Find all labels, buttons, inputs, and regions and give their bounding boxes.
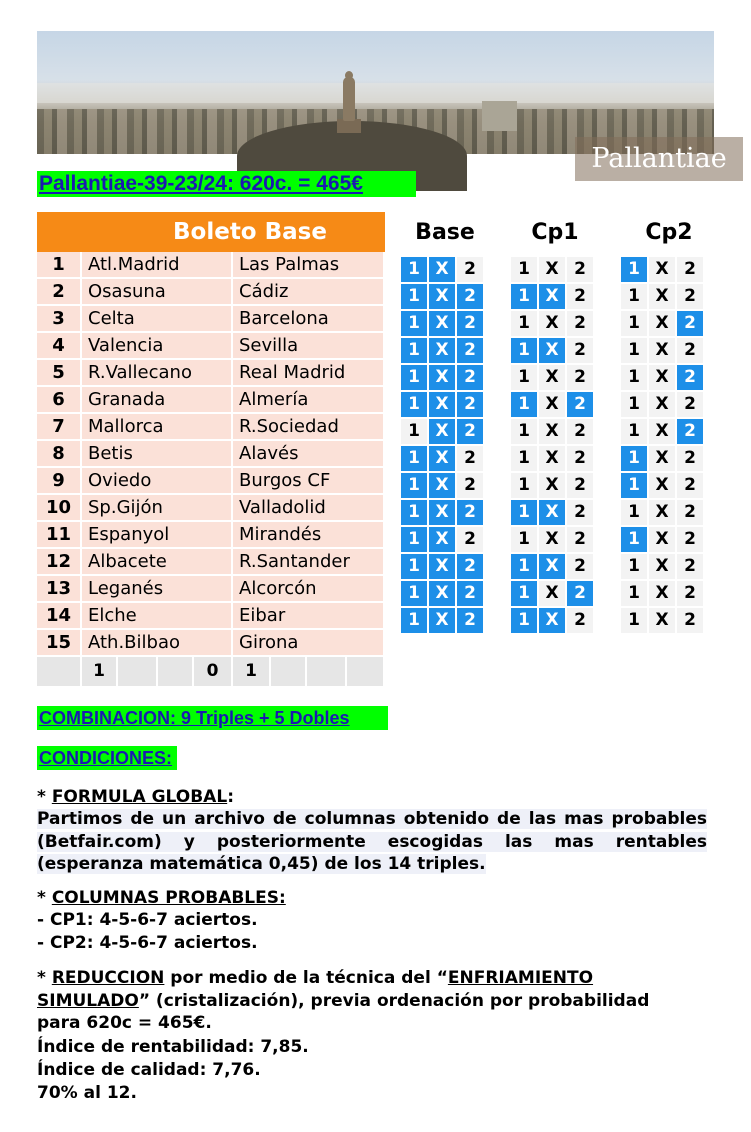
sign-cell: 2 <box>457 284 483 309</box>
sign-cell: X <box>429 608 455 633</box>
away-team: Mirandés <box>233 522 385 549</box>
sign-cell: 1 <box>621 446 647 471</box>
sign-cell: X <box>429 473 455 498</box>
sign-cell: X <box>429 527 455 552</box>
sign-cell: 2 <box>457 554 483 579</box>
home-team: Mallorca <box>82 414 233 441</box>
match-number: 7 <box>37 414 82 441</box>
condiciones-heading[interactable]: CONDICIONES: <box>37 746 177 770</box>
sign-cell: 2 <box>457 338 483 363</box>
sign-cell: 1 <box>621 338 647 363</box>
sign-cell: 2 <box>677 581 703 606</box>
sign-cell: 1 <box>511 284 537 309</box>
sign-cell: 2 <box>677 608 703 633</box>
sign-cell: X <box>649 527 675 552</box>
sign-cell: X <box>429 365 455 390</box>
summary-cell: 1 <box>82 657 118 688</box>
sign-cell: 2 <box>567 311 593 336</box>
enfriamiento-simulado-label: ENFRIAMIENTO SIMULADO <box>37 968 594 1011</box>
sign-cell: 2 <box>567 608 593 633</box>
summary-cell: 1 <box>233 657 271 688</box>
sign-cell: X <box>649 392 675 417</box>
sign-cell: 1 <box>401 338 427 363</box>
sign-cell: X <box>649 581 675 606</box>
sign-cell: 1 <box>511 365 537 390</box>
sign-cell: 2 <box>677 257 703 282</box>
sign-cell: 1 <box>511 473 537 498</box>
home-team: Espanyol <box>82 522 233 549</box>
home-team: Ath.Bilbao <box>82 630 233 657</box>
sign-cell: 2 <box>457 365 483 390</box>
away-team: Alavés <box>233 441 385 468</box>
sign-cell: 2 <box>457 257 483 282</box>
match-number: 1 <box>37 252 82 279</box>
pallantiae-logo: Pallantiae <box>575 137 743 181</box>
away-team: Eibar <box>233 603 385 630</box>
sign-cell: 2 <box>677 554 703 579</box>
formula-text: Partimos de un archivo de columnas obtenido de las mas probables (Betfair.com) y posteriormente escogidas las mas rentables (esperanza matemática 0,45) de los 14 triples. <box>37 809 707 874</box>
sign-cell: 2 <box>457 527 483 552</box>
sign-cell: 2 <box>677 500 703 525</box>
sign-cell: X <box>539 527 565 552</box>
sign-cell: 2 <box>457 311 483 336</box>
home-team: Osasuna <box>82 279 233 306</box>
column-grid-base <box>400 256 484 634</box>
sign-cell: 2 <box>677 392 703 417</box>
sign-cell: X <box>539 311 565 336</box>
summary-cell <box>271 657 307 688</box>
sign-cell: 1 <box>401 311 427 336</box>
sign-cell: 2 <box>457 392 483 417</box>
summary-row <box>37 657 385 688</box>
away-team: Las Palmas <box>233 252 385 279</box>
home-team: Elche <box>82 603 233 630</box>
probables-line-2: - CP2: 4-5-6-7 aciertos. <box>37 933 258 953</box>
sign-cell: 1 <box>621 284 647 309</box>
sign-cell: 2 <box>457 446 483 471</box>
sign-cell: X <box>539 473 565 498</box>
home-team: Albacete <box>82 549 233 576</box>
sign-cell: 2 <box>567 527 593 552</box>
header-banner-image <box>37 31 727 174</box>
away-team: Real Madrid <box>233 360 385 387</box>
reduccion-line-rentabilidad: Índice de rentabilidad: 7,85. <box>37 1037 309 1057</box>
sign-cell: X <box>429 338 455 363</box>
home-team: Granada <box>82 387 233 414</box>
sign-cell: 1 <box>621 527 647 552</box>
match-number: 6 <box>37 387 82 414</box>
sign-cell: X <box>649 257 675 282</box>
sign-cell: 1 <box>401 392 427 417</box>
sign-cell: X <box>539 554 565 579</box>
sign-cell: 1 <box>401 581 427 606</box>
sign-cell: X <box>649 284 675 309</box>
probables-line-1: - CP1: 4-5-6-7 aciertos. <box>37 910 258 930</box>
away-team: R.Sociedad <box>233 414 385 441</box>
column-header-base: Base <box>415 220 475 245</box>
match-number: 4 <box>37 333 82 360</box>
sign-cell: 1 <box>511 500 537 525</box>
sign-cell: X <box>649 473 675 498</box>
sign-cell: 2 <box>677 311 703 336</box>
sign-cell: X <box>429 446 455 471</box>
sign-cell: X <box>429 500 455 525</box>
sign-cell: X <box>429 257 455 282</box>
sign-cell: 1 <box>401 554 427 579</box>
sign-cell: 1 <box>621 500 647 525</box>
sign-cell: 1 <box>621 554 647 579</box>
sign-cell: 2 <box>567 446 593 471</box>
sign-cell: 1 <box>511 581 537 606</box>
sign-cell: 1 <box>511 527 537 552</box>
match-number: 14 <box>37 603 82 630</box>
sign-cell: X <box>649 419 675 444</box>
sign-cell: 1 <box>511 446 537 471</box>
home-team: R.Vallecano <box>82 360 233 387</box>
sign-cell: 2 <box>567 284 593 309</box>
reduccion-line-percent: 70% al 12. <box>37 1083 137 1103</box>
home-team: Oviedo <box>82 468 233 495</box>
sign-cell: X <box>649 446 675 471</box>
sign-cell: 1 <box>621 392 647 417</box>
sign-cell: 2 <box>677 527 703 552</box>
sign-cell: X <box>539 446 565 471</box>
sign-cell: 2 <box>567 365 593 390</box>
sign-cell: 2 <box>567 257 593 282</box>
reduccion-text: * REDUCCION por medio de la técnica del “ENFRIAMIENTO SIMULADO” (cristalización), previa ordenación por probabilidad para 620c = 465€. <box>37 968 650 1033</box>
sign-cell: 1 <box>401 257 427 282</box>
sign-cell: X <box>429 284 455 309</box>
home-team: Valencia <box>82 333 233 360</box>
summary-cell: 0 <box>194 657 233 688</box>
sign-cell: X <box>429 581 455 606</box>
sign-cell: 1 <box>511 257 537 282</box>
sign-cell: 1 <box>401 419 427 444</box>
sign-cell: 1 <box>621 257 647 282</box>
matches-table <box>37 252 385 688</box>
sign-cell: 2 <box>677 365 703 390</box>
statue-figure <box>343 77 355 121</box>
column-header-cp1: Cp1 <box>531 220 579 245</box>
sign-cell: 1 <box>621 581 647 606</box>
summary-cell <box>118 657 158 688</box>
sign-cell: 1 <box>511 392 537 417</box>
away-team: Alcorcón <box>233 576 385 603</box>
sign-cell: 1 <box>401 365 427 390</box>
column-grid-cp1 <box>510 256 594 634</box>
home-team: Leganés <box>82 576 233 603</box>
column-header-cp2: Cp2 <box>645 220 693 245</box>
match-number: 12 <box>37 549 82 576</box>
sign-cell: 2 <box>677 284 703 309</box>
sign-cell: X <box>429 392 455 417</box>
summary-cell <box>37 657 82 688</box>
summary-cell <box>347 657 385 688</box>
sign-cell: 1 <box>621 473 647 498</box>
summary-cell <box>307 657 347 688</box>
sign-cell: 1 <box>401 527 427 552</box>
match-number: 10 <box>37 495 82 522</box>
sign-cell: X <box>429 419 455 444</box>
sign-cell: X <box>539 365 565 390</box>
boleto-base-header: Boleto Base <box>37 212 385 252</box>
sign-cell: X <box>649 338 675 363</box>
page-title[interactable]: Pallantiae-39-23/24: 620c. = 465€ <box>37 171 416 197</box>
sign-cell: 1 <box>401 284 427 309</box>
sign-cell: 1 <box>511 554 537 579</box>
sign-cell: 2 <box>677 419 703 444</box>
sign-cell: 2 <box>567 473 593 498</box>
sign-cell: 2 <box>567 500 593 525</box>
away-team: Barcelona <box>233 306 385 333</box>
sign-cell: X <box>539 338 565 363</box>
formula-label-line: * FORMULA GLOBAL: <box>37 787 234 807</box>
sign-cell: X <box>539 257 565 282</box>
sign-cell: 1 <box>401 473 427 498</box>
away-team: Cádiz <box>233 279 385 306</box>
sign-cell: 2 <box>677 338 703 363</box>
sign-cell: 1 <box>511 311 537 336</box>
sign-cell: 1 <box>621 365 647 390</box>
home-team: Celta <box>82 306 233 333</box>
sign-cell: X <box>649 365 675 390</box>
sign-cell: X <box>539 419 565 444</box>
sign-cell: 2 <box>457 581 483 606</box>
sign-cell: X <box>539 581 565 606</box>
combinacion-heading[interactable]: COMBINACION: 9 Triples + 5 Dobles <box>37 706 388 730</box>
sign-cell: X <box>539 608 565 633</box>
away-team: Girona <box>233 630 385 657</box>
match-number: 15 <box>37 630 82 657</box>
sign-cell: 2 <box>567 581 593 606</box>
match-number: 9 <box>37 468 82 495</box>
away-team: Burgos CF <box>233 468 385 495</box>
away-team: Valladolid <box>233 495 385 522</box>
probables-label: COLUMNAS PROBABLES: <box>51 888 286 908</box>
reduccion-label: REDUCCION <box>51 968 165 988</box>
reduccion-line-calidad: Índice de calidad: 7,76. <box>37 1060 261 1080</box>
sign-cell: 2 <box>677 446 703 471</box>
sign-cell: 1 <box>511 419 537 444</box>
sign-cell: 2 <box>457 419 483 444</box>
sign-cell: X <box>539 500 565 525</box>
match-number: 13 <box>37 576 82 603</box>
sign-cell: 1 <box>621 311 647 336</box>
away-team: R.Santander <box>233 549 385 576</box>
home-team: Sp.Gijón <box>82 495 233 522</box>
sign-cell: 1 <box>401 500 427 525</box>
formula-label: FORMULA GLOBAL <box>51 787 228 807</box>
sign-cell: 1 <box>511 338 537 363</box>
sign-cell: X <box>429 311 455 336</box>
sign-cell: 1 <box>401 608 427 633</box>
sign-cell: 2 <box>457 473 483 498</box>
sign-cell: 1 <box>621 608 647 633</box>
sign-cell: 1 <box>621 419 647 444</box>
summary-cell <box>158 657 194 688</box>
sign-cell: 2 <box>567 419 593 444</box>
sign-cell: X <box>649 608 675 633</box>
sign-cell: X <box>539 392 565 417</box>
match-number: 8 <box>37 441 82 468</box>
match-number: 3 <box>37 306 82 333</box>
sign-cell: 2 <box>567 392 593 417</box>
sign-cell: 2 <box>567 554 593 579</box>
sign-cell: 2 <box>457 500 483 525</box>
away-team: Almería <box>233 387 385 414</box>
match-number: 5 <box>37 360 82 387</box>
sign-cell: X <box>649 500 675 525</box>
probables-label-line: * COLUMNAS PROBABLES: <box>37 888 286 908</box>
sign-cell: X <box>539 284 565 309</box>
sign-cell: X <box>429 554 455 579</box>
sign-cell: X <box>649 554 675 579</box>
column-grid-cp2 <box>620 256 704 634</box>
away-team: Sevilla <box>233 333 385 360</box>
sign-cell: 2 <box>457 608 483 633</box>
match-number: 2 <box>37 279 82 306</box>
sign-cell: 1 <box>401 446 427 471</box>
sign-cell: 2 <box>567 338 593 363</box>
sign-cell: 2 <box>677 473 703 498</box>
home-team: Atl.Madrid <box>82 252 233 279</box>
match-number: 11 <box>37 522 82 549</box>
sign-cell: X <box>649 311 675 336</box>
home-team: Betis <box>82 441 233 468</box>
sign-cell: 1 <box>511 608 537 633</box>
